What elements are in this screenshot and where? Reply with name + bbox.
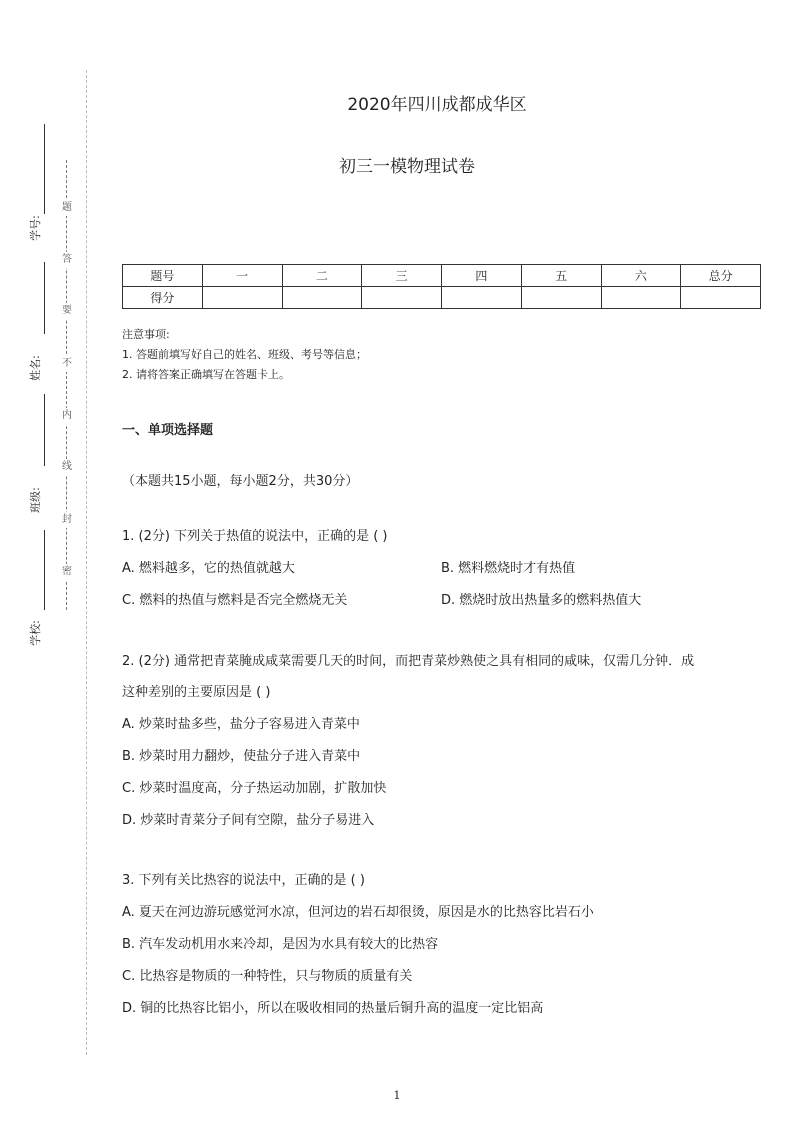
question-stem: 1. (2分) 下列关于热值的说法中，正确的是 ( ) — [122, 529, 388, 544]
question-option: A. 夏天在河边游玩感觉河水凉，但河边的岩石却很烫，原因是水的比热容比岩石小 — [122, 905, 594, 920]
question-option: B. 汽车发动机用水来冷却，是因为水具有较大的比热容 — [122, 937, 439, 952]
question-option: D. 燃烧时放出热量多的燃料热值大 — [441, 593, 642, 608]
seal-char: 不 — [60, 356, 74, 372]
score-row-label: 得分 — [123, 287, 203, 309]
question-option: D. 炒菜时青菜分子间有空隙，盐分子易进入 — [122, 813, 375, 828]
seal-char: 密 — [60, 564, 74, 580]
notice-title: 注意事项: — [122, 328, 170, 341]
seal-char: 题 — [60, 200, 74, 216]
name-label: 姓名: — [29, 355, 42, 381]
score-table-header: 二 — [282, 265, 362, 287]
score-cell — [442, 287, 522, 309]
notice-item: 2. 请将答案正确填写在答题卡上。 — [122, 368, 290, 381]
question-option: B. 炒菜时用力翻炒，使盐分子进入青菜中 — [122, 749, 361, 764]
seal-char: 线 — [60, 459, 74, 475]
score-table — [122, 264, 761, 309]
question-stem-continuation: 这种差别的主要原因是 ( ) — [122, 685, 271, 700]
score-cell — [362, 287, 442, 309]
question-stem: 2. (2分) 通常把青菜腌成咸菜需要几天的时间，而把青菜炒熟使之具有相同的咸味，仅需几分钟．成 — [122, 654, 695, 669]
school-label: 学校: — [29, 620, 42, 646]
notice-item: 1. 答题前填写好自己的姓名、班级、考号等信息； — [122, 348, 367, 361]
student-id-label: 学号: — [29, 215, 42, 241]
cut-dashed-line — [86, 70, 87, 1055]
page-number: 1 — [393, 1089, 401, 1102]
score-table-header: 六 — [601, 265, 681, 287]
score-table-header: 一 — [202, 265, 282, 287]
seal-char: 要 — [60, 303, 74, 319]
score-table-header: 五 — [521, 265, 601, 287]
question-option: D. 铜的比热容比铝小，所以在吸收相同的热量后铜升高的温度一定比铝高 — [122, 1001, 544, 1016]
seal-char: 答 — [60, 252, 74, 268]
seal-dashed-line — [66, 160, 67, 610]
question-option: A. 炒菜时盐多些，盐分子容易进入青菜中 — [122, 717, 360, 732]
name-line — [44, 394, 45, 466]
score-cell — [681, 287, 761, 309]
score-table-header: 四 — [442, 265, 522, 287]
question-option: C. 比热容是物质的一种特性，只与物质的质量有关 — [122, 969, 413, 984]
question-option: C. 炒菜时温度高，分子热运动加剧，扩散加快 — [122, 781, 387, 796]
score-table-header: 题号 — [123, 265, 203, 287]
class-label: 班级: — [29, 487, 42, 513]
score-table-header-row — [123, 265, 761, 287]
notice-block — [122, 325, 367, 385]
class-line — [44, 530, 45, 610]
score-cell — [601, 287, 681, 309]
section-title: 一、单项选择题 — [122, 423, 214, 438]
score-cell — [202, 287, 282, 309]
question-option: A. 燃料越多，它的热值就越大 — [122, 561, 295, 576]
score-table-header: 总分 — [681, 265, 761, 287]
score-cell — [282, 287, 362, 309]
seal-char: 内 — [60, 408, 74, 424]
page-subtitle: 初三一模物理试卷 — [339, 157, 475, 177]
question-stem: 3. 下列有关比热容的说法中，正确的是 ( ) — [122, 873, 365, 888]
page-title: 2020年四川成都成华区 — [347, 95, 527, 115]
score-cell — [521, 287, 601, 309]
student-id-line-lower — [44, 262, 45, 334]
question-option: C. 燃料的热值与燃料是否完全燃烧无关 — [122, 593, 348, 608]
section-note: （本题共15小题，每小题2分，共30分） — [122, 474, 359, 489]
question-option: B. 燃料燃烧时才有热值 — [441, 561, 576, 576]
seal-char: 封 — [60, 512, 74, 528]
score-table-score-row — [123, 287, 761, 309]
score-table-header: 三 — [362, 265, 442, 287]
